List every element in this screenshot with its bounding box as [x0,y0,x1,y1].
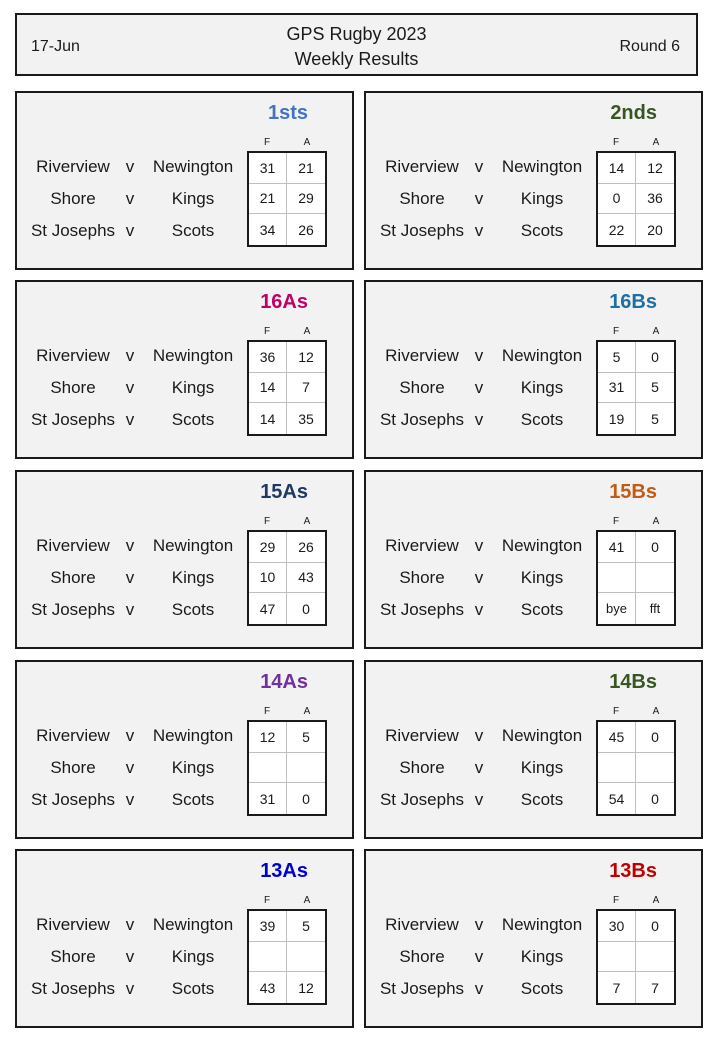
versus-label: v [474,947,484,966]
away-team: Kings [171,947,215,966]
panel-title: 14Bs [609,671,657,693]
match-row [366,372,596,404]
report-date: 17-Jun [31,38,80,55]
away-team: Scots [171,600,215,619]
score-grid [247,720,327,816]
home-team: St Josephs [30,979,116,998]
match-row [17,404,247,436]
match-row [17,530,247,562]
score-grid [596,151,676,247]
against-column-label: A [303,895,311,906]
away-team: Scots [171,221,215,240]
score-against: 43 [287,563,325,594]
for-column-label: F [263,326,271,337]
home-team: Shore [399,189,445,208]
score-for: 29 [249,532,287,563]
away-team: Newington [152,915,234,934]
results-panel-14bs [364,660,703,839]
score-for: 43 [249,972,287,1003]
score-for: 54 [598,783,636,814]
versus-label: v [125,410,135,429]
panel-title: 13As [260,860,308,882]
away-team: Kings [171,378,215,397]
versus-label: v [125,189,135,208]
results-panel-1sts [15,91,354,270]
match-row [17,562,247,594]
away-team: Newington [501,157,583,176]
panel-title: 16Bs [609,291,657,313]
away-team: Newington [501,536,583,555]
score-against: 7 [287,373,325,404]
away-team: Scots [520,221,564,240]
report-title-block [17,22,696,72]
home-team: Riverview [385,726,459,745]
score-for: bye [598,593,636,624]
score-grid [596,909,676,1005]
home-team: St Josephs [30,410,116,429]
away-team: Kings [520,758,564,777]
score-for: 30 [598,911,636,942]
match-row [366,752,596,784]
match-row [366,530,596,562]
match-row [17,909,247,941]
results-panel-13as [15,849,354,1028]
versus-label: v [125,536,135,555]
score-against: 0 [636,911,674,942]
versus-label: v [474,157,484,176]
away-team: Kings [520,189,564,208]
match-row [17,973,247,1005]
results-panel-2nds [364,91,703,270]
home-team: St Josephs [379,979,465,998]
score-grid [596,530,676,626]
home-team: St Josephs [379,790,465,809]
home-team: St Josephs [379,410,465,429]
results-panel-15bs [364,470,703,649]
home-team: Shore [399,568,445,587]
home-team: Shore [50,758,96,777]
panel-title: 1sts [267,102,308,124]
versus-label: v [474,568,484,587]
home-team: Riverview [36,346,110,365]
match-row [17,183,247,215]
score-against: 0 [636,722,674,753]
results-panel-16bs [364,280,703,459]
home-team: Shore [50,568,96,587]
away-team: Newington [152,157,234,176]
away-team: Kings [171,189,215,208]
score-against: 0 [636,532,674,563]
match-row [17,784,247,816]
score-for: 47 [249,593,287,624]
score-for: 45 [598,722,636,753]
score-against: 5 [287,722,325,753]
away-team: Kings [520,378,564,397]
home-team: Shore [50,378,96,397]
home-team: Shore [50,947,96,966]
score-for: 31 [249,153,287,184]
against-column-label: A [652,895,660,906]
panel-title: 15Bs [609,481,657,503]
score-grid [247,909,327,1005]
match-row [17,372,247,404]
home-team: Riverview [36,536,110,555]
away-team: Scots [171,979,215,998]
score-for: 14 [598,153,636,184]
away-team: Scots [520,790,564,809]
score-against [636,753,674,784]
score-against: 0 [636,342,674,373]
panel-title: 2nds [610,102,657,124]
score-for: 41 [598,532,636,563]
away-team: Kings [171,758,215,777]
score-against [287,753,325,784]
score-for: 7 [598,972,636,1003]
score-against [636,563,674,594]
match-row [17,340,247,372]
away-team: Scots [171,410,215,429]
away-team: Kings [171,568,215,587]
away-team: Kings [520,568,564,587]
score-against: 12 [636,153,674,184]
panel-title: 14As [260,671,308,693]
away-team: Scots [520,979,564,998]
score-against: 36 [636,184,674,215]
versus-label: v [125,758,135,777]
home-team: St Josephs [30,600,116,619]
versus-label: v [125,378,135,397]
score-against: 0 [651,790,659,807]
score-against [636,942,674,973]
panel-title: 13Bs [609,860,657,882]
match-row [366,151,596,183]
home-team: Shore [399,758,445,777]
versus-label: v [474,600,484,619]
score-against: 12 [298,979,314,996]
score-for: 19 [598,403,636,434]
home-team: Riverview [385,157,459,176]
score-for [598,563,636,594]
home-team: Riverview [36,157,110,176]
versus-label: v [474,346,484,365]
versus-label: v [125,979,135,998]
score-grid [247,530,327,626]
score-against: 5 [651,410,659,427]
away-team: Newington [152,726,234,745]
versus-label: v [125,221,135,240]
versus-label: v [474,726,484,745]
score-for: 10 [249,563,287,594]
versus-label: v [474,189,484,208]
score-grid [596,720,676,816]
versus-label: v [474,378,484,397]
away-team: Newington [501,346,583,365]
versus-label: v [474,790,484,809]
away-team: Newington [501,915,583,934]
versus-label: v [125,790,135,809]
score-against: 12 [287,342,325,373]
score-against: 0 [302,790,310,807]
for-column-label: F [612,137,620,148]
home-team: Riverview [36,915,110,934]
score-for [598,942,636,973]
match-row [366,973,596,1005]
score-for: 21 [249,184,287,215]
versus-label: v [474,979,484,998]
score-against: 5 [636,373,674,404]
home-team: Shore [50,189,96,208]
match-row [366,909,596,941]
score-for: 31 [598,373,636,404]
home-team: St Josephs [30,790,116,809]
against-column-label: A [303,516,311,527]
home-team: Riverview [385,915,459,934]
away-team: Kings [520,947,564,966]
match-row [366,562,596,594]
score-for: 36 [249,342,287,373]
for-column-label: F [612,516,620,527]
home-team: St Josephs [379,221,465,240]
results-panel-14as [15,660,354,839]
versus-label: v [474,410,484,429]
results-panel-16as [15,280,354,459]
match-row [366,183,596,215]
for-column-label: F [612,706,620,717]
score-for [249,942,287,973]
score-against: 20 [647,221,663,238]
against-column-label: A [652,516,660,527]
versus-label: v [474,536,484,555]
score-against: 26 [287,532,325,563]
match-row [366,784,596,816]
match-row [366,941,596,973]
versus-label: v [125,947,135,966]
versus-label: v [474,758,484,777]
versus-label: v [125,915,135,934]
results-panel-15as [15,470,354,649]
score-for: 14 [249,403,287,434]
score-for: 39 [249,911,287,942]
for-column-label: F [263,706,271,717]
for-column-label: F [612,326,620,337]
versus-label: v [474,221,484,240]
match-row [17,594,247,626]
report-subtitle: Weekly Results [294,49,419,69]
against-column-label: A [303,137,311,148]
score-against: 7 [651,979,659,996]
score-against: 0 [302,600,310,617]
versus-label: v [125,157,135,176]
score-grid [247,151,327,247]
panel-title: 15As [260,481,308,503]
away-team: Scots [520,600,564,619]
home-team: Riverview [385,536,459,555]
versus-label: v [125,726,135,745]
score-for: 12 [249,722,287,753]
score-grid [596,340,676,436]
match-row [366,404,596,436]
match-row [366,215,596,247]
versus-label: v [125,568,135,587]
against-column-label: A [652,137,660,148]
away-team: Scots [171,790,215,809]
for-column-label: F [263,516,271,527]
home-team: Shore [399,947,445,966]
score-for: 5 [598,342,636,373]
home-team: Riverview [36,726,110,745]
home-team: St Josephs [379,600,465,619]
score-for: 14 [249,373,287,404]
home-team: Shore [399,378,445,397]
score-against [287,942,325,973]
score-for: 34 [249,214,287,245]
score-for [598,753,636,784]
away-team: Newington [501,726,583,745]
home-team: Riverview [385,346,459,365]
match-row [17,215,247,247]
against-column-label: A [652,326,660,337]
match-row [366,720,596,752]
report-header [15,13,698,76]
score-against: 21 [287,153,325,184]
match-row [366,594,596,626]
versus-label: v [125,600,135,619]
against-column-label: A [303,326,311,337]
away-team: Newington [152,536,234,555]
against-column-label: A [652,706,660,717]
score-against: 35 [298,410,314,427]
match-row [17,151,247,183]
for-column-label: F [263,895,271,906]
round-label: Round 6 [619,38,680,55]
match-row [17,720,247,752]
score-against: 5 [287,911,325,942]
report-title: GPS Rugby 2023 [286,24,427,44]
for-column-label: F [263,137,271,148]
match-row [366,340,596,372]
score-for: 31 [249,783,287,814]
score-for: 22 [598,214,636,245]
match-row [17,941,247,973]
versus-label: v [125,346,135,365]
score-against: 26 [298,221,314,238]
score-grid [247,340,327,436]
for-column-label: F [612,895,620,906]
home-team: St Josephs [30,221,116,240]
results-panel-13bs [364,849,703,1028]
versus-label: v [474,915,484,934]
match-row [17,752,247,784]
score-for: 0 [598,184,636,215]
against-column-label: A [303,706,311,717]
score-for [249,753,287,784]
away-team: Newington [152,346,234,365]
score-against: fft [649,601,661,617]
score-against: 29 [287,184,325,215]
panel-title: 16As [260,291,308,313]
away-team: Scots [520,410,564,429]
